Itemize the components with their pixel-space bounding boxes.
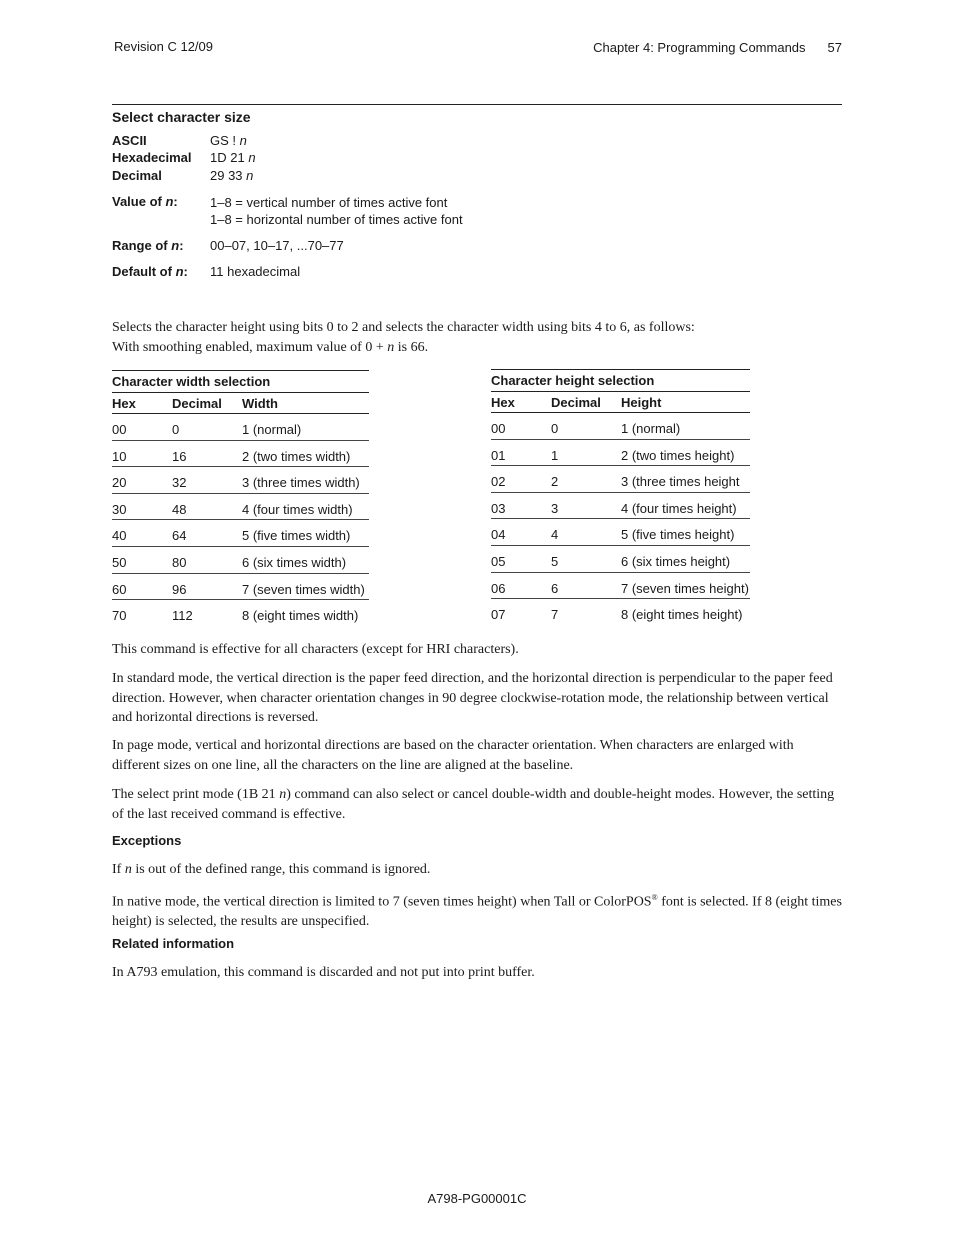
table-row: 06 6 7 (seven times height) [491,573,750,600]
table-row: 70 112 8 (eight times width) [112,608,359,624]
height-selection-table [491,369,750,625]
table-caption: Character height selection [491,369,750,392]
table-row: 04 4 5 (five times height) [491,519,750,546]
page-number: 57 [827,40,842,55]
col-decimal-header: Decimal [172,396,222,411]
body-paragraph-range: If n is out of the defined range, this command is ignored. [112,862,431,877]
table-row: 02 2 3 (three times height [491,466,750,493]
table-row: 00 0 1 (normal) [491,413,750,440]
col-hex-header: Hex [491,395,515,410]
table-row: 20 32 3 (three times width) [112,467,369,494]
col-decimal-header: Decimal [551,395,601,410]
intro-line-1: Selects the character height using bits 0 to 2 and selects the character width using bits 4 to 6, as follows: [112,320,695,335]
section-rule [112,104,842,105]
command-title: Select character size [112,109,251,125]
body-paragraph-native-mode: In native mode, the vertical direction is limited to 7 (seven times height) when Tall or ColorPOS® font is selected. If 8 (eight times height) is selected, the results are unspecified. [112,893,842,930]
table-row: 50 80 6 (six times width) [112,547,369,574]
exceptions-heading: Exceptions [112,833,182,848]
body-paragraph-page-mode: In page mode, vertical and horizontal directions are based on the character orientation. When characters are enlarged with different sizes on one line, all the characters on the line are aligned at the baseline. [112,738,794,773]
table-header [112,393,369,414]
table-row: 00 0 1 (normal) [112,414,369,441]
body-paragraph-emulation: In A793 emulation, this command is discarded and not put into print buffer. [112,965,535,980]
hex-value: 1D 21 n [210,150,256,165]
header-chapter: Chapter 4: Programming Commands [593,40,806,55]
decimal-value: 29 33 n [210,168,254,183]
range-label: Range of n: [112,238,184,253]
col-width-header: Width [242,396,278,411]
footer-doc-number: A798-PG00001C [427,1191,527,1206]
body-paragraph-standard-mode: In standard mode, the vertical direction is the paper feed direction, and the horizontal direction is perpendicular to the paper feed direction. However, when character orientation changes in 90 degree clockwise-rotation mode, the relationship between vertical and horizontal directions is reversed. [112,671,833,725]
table-header [491,392,750,413]
value-line-horizontal: 1–8 = horizontal number of times active font [210,212,463,227]
table-row: 60 96 7 (seven times width) [112,574,369,601]
intro-paragraph [112,318,842,358]
body-paragraph-print-mode: The select print mode (1B 21 n) command can also select or cancel double-width and double-height modes. However, the setting of the last received command is effective. [112,787,835,822]
header-revision: Revision C 12/09 [114,39,213,54]
width-selection-table [112,370,369,626]
decimal-label: Decimal [112,168,162,183]
ascii-value: GS ! n [210,133,247,148]
default-label: Default of n: [112,264,188,279]
table-row: 30 48 4 (four times width) [112,494,369,521]
table-row: 03 3 4 (four times height) [491,493,750,520]
value-label: Value of n: [112,194,178,209]
hex-label: Hexadecimal [112,150,192,165]
table-row: 05 5 6 (six times height) [491,546,750,573]
col-hex-header: Hex [112,396,136,411]
body-paragraph-effective: This command is effective for all characters (except for HRI characters). [112,642,519,657]
table-row: 10 16 2 (two times width) [112,441,369,468]
table-row: 07 7 8 (eight times height) [491,607,743,623]
default-value: 11 hexadecimal [210,264,301,279]
intro-line-2: With smoothing enabled, maximum value of 0 + n is 66. [112,340,429,355]
ascii-label: ASCII [112,133,147,148]
table-row: 01 1 2 (two times height) [491,440,750,467]
running-header [593,40,842,55]
table-row: 40 64 5 (five times width) [112,520,369,547]
value-line-vertical: 1–8 = vertical number of times active font [210,195,448,210]
col-height-header: Height [621,395,662,410]
related-information-heading: Related information [112,936,235,951]
range-value: 00–07, 10–17, ...70–77 [210,238,344,253]
table-caption: Character width selection [112,370,369,393]
value-description [210,194,463,228]
